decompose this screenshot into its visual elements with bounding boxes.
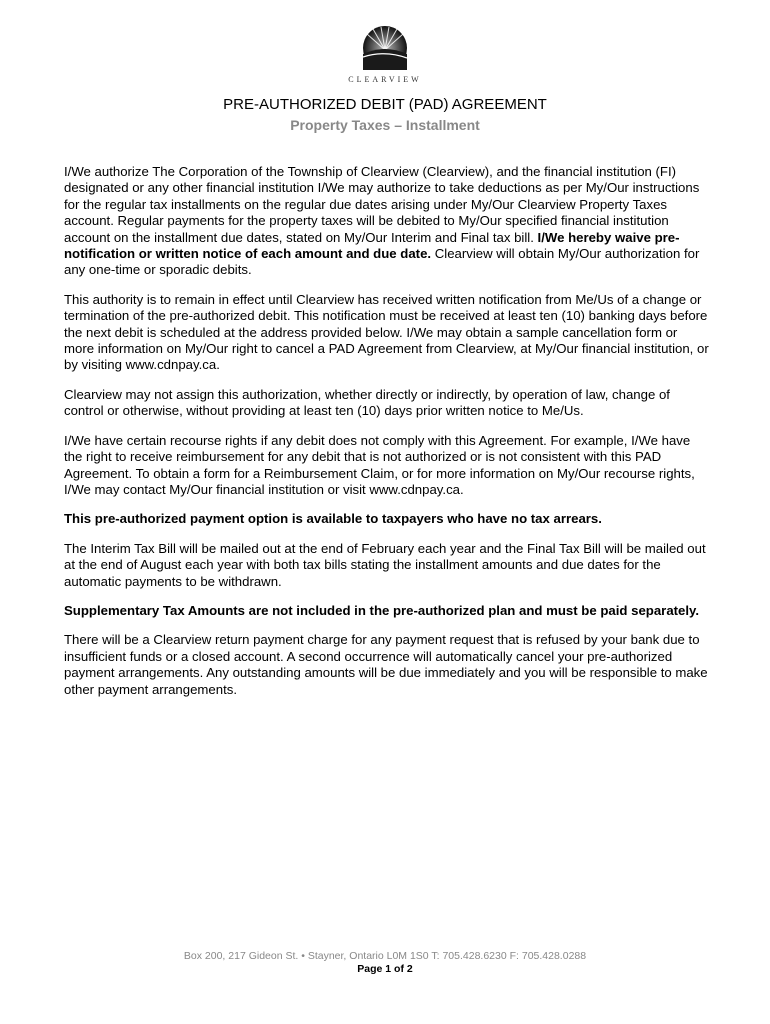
document-title: PRE-AUTHORIZED DEBIT (PAD) AGREEMENT [223, 96, 547, 113]
paragraph-return-charge: There will be a Clearview return payment charge for any payment request that is refused by your bank due to insufficient funds or a closed account. A second occurrence will automatically cancel your pre-authorized payment arrangements. Any outstanding amounts will be due immediately and you will be responsible to make other payment arrangements. [64, 632, 708, 697]
waiver-statement: I/We hereby waive pre-notification or written notice of each amount and due date. [64, 229, 680, 262]
paragraph-recourse: I/We have certain recourse rights if any debit does not comply with this Agreement. For example, I/We have the right to receive reimbursement for any debit that is not authorized or is not consistent with this PAD Agreement. To obtain a form for a Reimbursement Claim, or for more information on My/Our recourse rights, I/We may contact My/Our financial institution or visit www.cdnpay.ca. [64, 432, 695, 497]
agreement-body [64, 164, 710, 711]
paragraph-supplementary: Supplementary Tax Amounts are not included in the pre-authorized plan and must be paid separately. [64, 602, 700, 618]
footer-address: Box 200, 217 Gideon St. • Stayner, Ontario L0M 1S0 T: 705.428.6230 F: 705.428.0288 [183, 950, 587, 962]
page-number: Page 1 of 2 [357, 963, 413, 975]
paragraph-tax-bills: The Interim Tax Bill will be mailed out at the end of February each year and the Final Tax Bill will be mailed out at the end of August each year with both tax bills stating the installment amounts and due dates for the automatic payments to be withdrawn. [64, 540, 706, 589]
logo-text: CLEARVIEW [348, 75, 422, 84]
paragraph-eligibility: This pre-authorized payment option is available to taxpayers who have no tax arrears. [64, 511, 602, 527]
paragraph-assignment: Clearview may not assign this authorization, whether directly or indirectly, by operation of law, change of control or otherwise, without providing at least ten (10) days prior written notice to Me/Us. [64, 386, 670, 419]
sunrise-logo-icon [359, 24, 411, 72]
clearview-logo [340, 24, 430, 84]
document-subtitle: Property Taxes – Installment [290, 117, 480, 133]
paragraph-authorization: I/We authorize The Corporation of the Township of Clearview (Clearview), and the financial institution (FI) designated or any other financial institution I/We may authorize to take deductions as per My/Our instructions for the regular tax installments on the regular due dates arising under My/Our Clearview Property Taxes account. Regular payments for the property taxes will be debited to My/Our specified financial institution account on the installment due dates, stated on My/Our Interim and Final tax bill. I/We hereby waive pre-notification or written notice of each amount and due date. Clearview will obtain My/Our authorization for any one-time or sporadic debits. [64, 164, 700, 278]
paragraph-termination: This authority is to remain in effect until Clearview has received written notification from Me/Us of a change or termination of the pre-authorized debit. This notification must be received at least ten (10) banking days before the next debit is scheduled at the address provided below. I/We may obtain a sample cancellation form or more information on My/Our right to cancel a PAD Agreement from Clearview, at My/Our financial institution, or by visiting www.cdnpay.ca. [64, 291, 709, 373]
